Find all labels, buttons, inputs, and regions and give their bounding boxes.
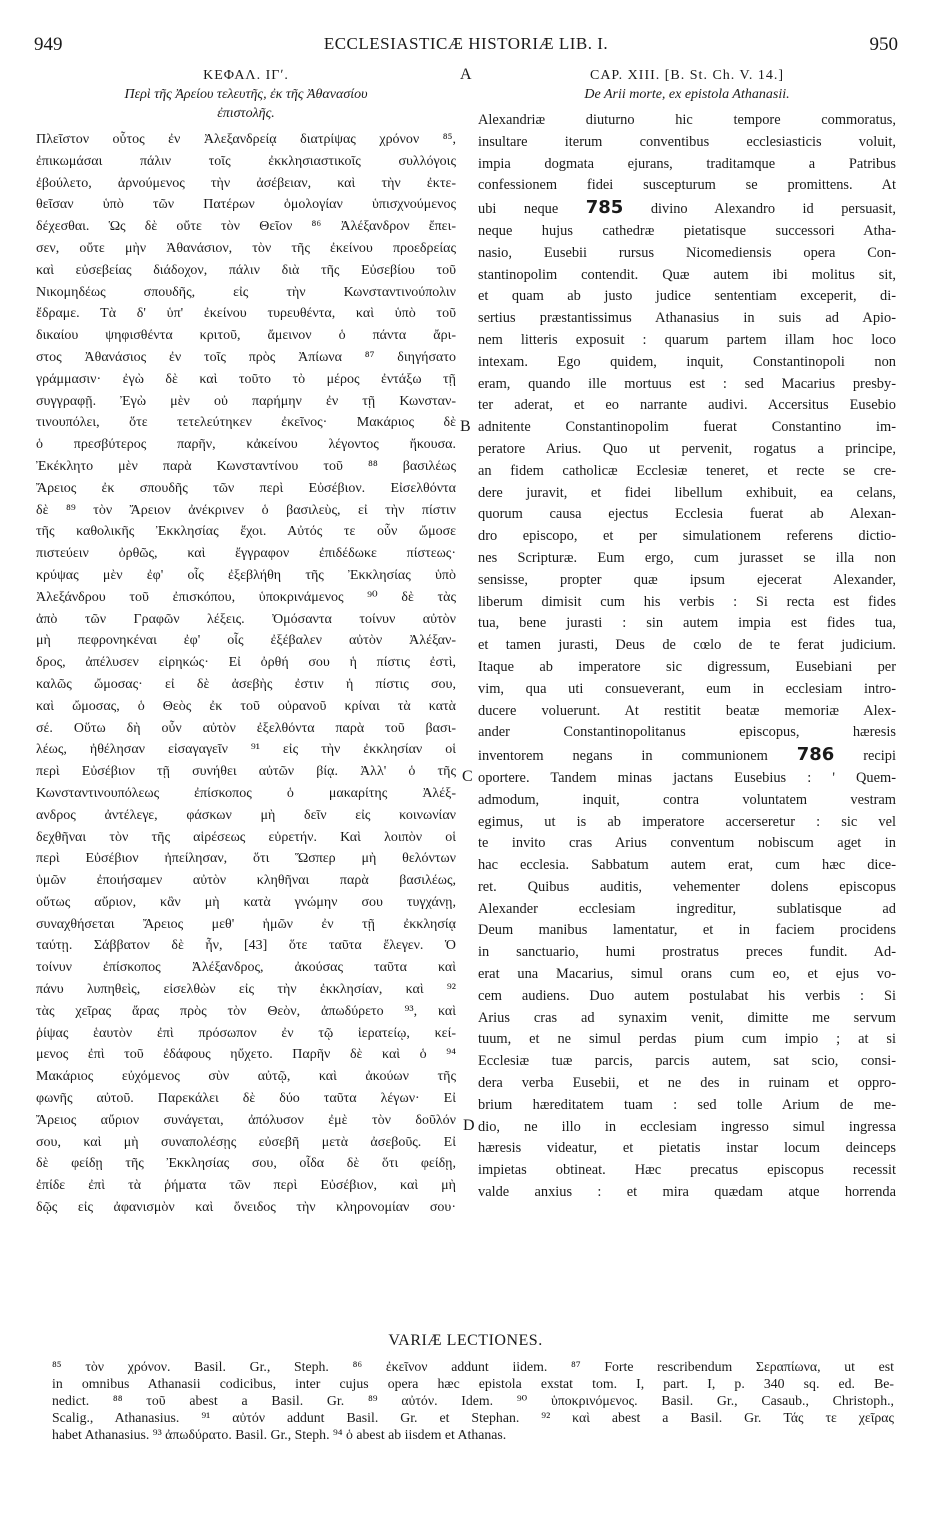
latin-text-line: Deum manibus lamentatur, et in faciem procidens [478,922,896,939]
greek-text-line: καὶ ὤμοσας, ὁ Θεὸς ἐκ τοῦ οὐρανοῦ κρίναι τὰ κατὰ [36,698,456,714]
greek-text-line: περὶ Εὐσέβιον τῇ συνήθει αὐτῶν βίᾳ. Ἀλλ' ὁ τῆς [36,764,456,780]
latin-text-line: brium hæreditatem tuam : sed tolle Arium de me- [478,1096,896,1113]
greek-text-line: μὴ πεφρονηκέναι ἐφ' οἷς ἐξέβαλεν αὐτὸν Ἀλέξαν- [36,633,456,649]
latin-text-line: eram, quando ille mortuus est : sed Macarius presby- [478,375,896,392]
greek-text-line: καὶ εὐσεβείας διάδοχον, πάλιν διὰ τῆς Εὐσεβίου τοῦ [36,262,456,278]
greek-text-line: κρύψας μὲν ἐφ' οἷς ἐξεβλήθη τῆς Ἐκκλησίας ὑπὸ [36,567,456,583]
latin-text-line: Itaque ab imperatore sic digressum, Eusebiani per [478,658,896,675]
greek-text-line: σεν, οὔτε μὴν Ἀθανάσιον, τὸν τῆς ἐκείνου προεδρείας [36,240,456,256]
greek-text-line: Ἀλεξάνδρου τοῦ ἐπισκόπου, ὑποκρινάμενος ⁹⁰ δὲ τὰς [36,589,456,605]
greek-text-line: δεχθῆναι τὸν τῆς αἱρέσεως εὑρετήν. Καὶ λοιπὸν οἱ [36,829,456,845]
latin-text-line: confessionem fidei suscepturum se promittens. At [478,177,896,194]
latin-text-line: te invito cras Arius conventum nobiscum aget in [478,835,896,852]
column-number-marker: 785 [585,197,624,219]
greek-text-line: δὲ φείδῃ τῆς Ἐκκλησίας σου, οἶδα δὲ ὅτι φείδῃ, [36,1156,456,1172]
page-number-right: 950 [869,34,898,55]
latin-text-line: vim, qua uti consueverant, eum in ecclesiam intro- [478,680,896,697]
latin-text-line: et quam ab justo judice sententiam exceperit, di- [478,288,896,305]
margin-letter-b: B [460,418,471,435]
greek-text-line: ῥίψας ἑαυτὸν ἐπὶ πρόσωπον ἐν τῷ ἱερατείῳ, κεί- [36,1025,456,1041]
latin-text-line: dera verba Eusebii, et ne des in ruinam et oppro- [478,1075,896,1092]
variant-reading-line: ⁸⁵ τὸν χρόνον. Basil. Gr., Steph. ⁸⁶ ἐκεῖνον addunt iidem. ⁸⁷ Forte rescribendum Σεραπίωνα, ut est [52,1359,894,1374]
greek-text-line: τινουπόλει, ὅτε τετελεύτηκεν ἐκεῖνος· Μακάριος δὲ [36,415,456,431]
greek-text-line: μενος ἐπὶ τοῦ ἐδάφους ηὔχετο. Παρῆν δὲ καὶ ὁ ⁹⁴ [36,1047,456,1063]
greek-text-line: πιστεύειν ὀρθῶς, καὶ ἔγγραφον ἐπιδέδωκε πίστεως· [36,546,456,562]
latin-text-line: sensisse, propter quæ ipsum ejecerat Alexander, [478,571,896,588]
variae-lectiones-notes [52,1358,894,1443]
greek-text-line: ἐπικωμάσαι πάλιν τοῖς ἐκκλησιαστικοῖς συλλόγοις [36,153,456,169]
greek-text-line: δρος, ἀπέλυσεν εἰρηκώς· Εἰ ὀρθή σου ἡ πίστις ἐστὶ, [36,655,456,671]
greek-text-line: ὁ πρεσβύτερος παρῆν, κἀκείνου λέγοντος ἤκουσα. [36,437,456,453]
greek-text-line: ἀπὸ τῶν Γραφῶν λέξεις. Ὀμόσαντα τοίνυν αὐτὸν [36,611,456,627]
latin-text-line: inventorem negans in communionem 786 recipi [478,744,896,766]
greek-text-line: τοίνυν ἐπίσκοπος Ἀλέξανδρος, ἀκούσας ταῦτα καὶ [36,960,456,976]
margin-letter-a: A [460,66,472,83]
greek-column [36,66,456,1219]
greek-text-line: ἐπίδε ἐπὶ τὰ ῥήματα τῶν περὶ Εὐσέβιον, καὶ μὴ [36,1178,456,1194]
greek-text-line: συγγραφῇ. Ἐγὼ μὲν οὐ παρήμην ἐν τῇ Κωνσταν- [36,393,456,409]
running-title: ECCLESIASTICÆ HISTORIÆ LIB. I. [323,34,609,53]
greek-text-line: τῆς καθολικῆς Ἐκκλησίας ἔχοι. Αὐτός τε οὖν ὤμοσε [36,524,456,540]
column-number-marker: 786 [796,744,835,766]
latin-text-line: quorum causa ejectus Ecclesia fuerat ab Alexan- [478,506,896,523]
latin-text-line: egimus, ut is ab imperatore accerseretur : sic vel [478,813,896,830]
latin-text-line: hæresis videatur, et pietatis instar locum deinceps [478,1140,896,1157]
latin-text-line: ret. Quibus auditis, vehementer dolens episcopus [478,878,896,895]
latin-text-line: nem litteris exposuit : quarum partem illam hoc loco [478,331,896,348]
latin-text-line: peratore Arius. Quo ut pervenit, rogatus a principe, [478,440,896,457]
latin-text-line: et tamen jurasti, Deus de cœlo de te ferat judicium. [478,637,896,654]
greek-text-line: σέ. Οὕτω δὴ οὖν αὐτὸν ἐξελθόντα παρὰ τοῦ βασι- [36,720,456,736]
running-header [34,34,898,58]
page-number-left: 949 [34,34,63,55]
latin-text-line: an fidem catholicæ Ecclesiæ teneret, et recte se cre- [478,462,896,479]
variant-reading-line: Scalig., Athanasius. ⁹¹ αὐτόν addunt Basil. Gr. et Stephan. ⁹² καὶ abest a Basil. Gr. Τάς τε χεῖρας [52,1410,894,1425]
greek-text-line: Μακάριος εὐχόμενος σὺν αὐτῷ, καὶ ἀκούων τῆς [36,1069,456,1085]
latin-text-line: dere juravit, et fidei libellum exhibuit, ea celans, [478,484,896,501]
greek-text-line: ὑμῶν ἐποιήσαμεν αὐτὸν κληθῆναι παρὰ βασιλέως, [36,873,456,889]
greek-text-line: θεῖσαν ὑπὸ τῶν Πατέρων ὁμολογίαν ὑπισχνούμενος [36,197,456,213]
greek-text-line: ἔδραμε. Τὰ δ' ὑπ' ἐκείνου τυρευθέντα, καὶ ὑπὸ τοῦ [36,306,456,322]
margin-letter-c: C [462,768,473,785]
margin-letter-d: D [463,1117,475,1134]
greek-text-line: δῷς εἰς ἀφανισμὸν καὶ ὄνειδος τὴν κληρονομίαν σου· [36,1200,456,1216]
greek-text-line: σου, καὶ μὴ συναπολέσῃς εὐσεβῆ μετὰ ἀσεβοῦς. Εἰ [36,1134,456,1150]
greek-chapter-heading: ΚΕΦΑΛ. ΙΓʹ. [203,68,289,83]
variant-reading-line: in omnibus Athanasii codicibus, inter cujus opera hæc epistola exstat tom. I, part. I, p. 340 sq. ed. Be- [52,1376,894,1391]
latin-text-line: Arius cras ad synaxim venit, dimitte me servum [478,1009,896,1026]
variant-reading-line: nedict. ⁸⁸ τοῦ abest a Basil. Gr. ⁸⁹ αὐτόν. Idem. ⁹⁰ ὑποκρινόμενος. Basil. Gr., Casaub., Christoph., [52,1393,894,1408]
latin-text-line: adnitente Constantinopolim fuerat Constantino im- [478,419,896,436]
greek-text-line: ἐβούλετο, ἀρνούμενος τὴν ἀσέβειαν, καὶ τὴν ἐκτε- [36,175,456,191]
greek-chapter-subtitle: Περὶ τῆς Ἀρείου τελευτῆς, ἐκ τῆς Ἀθανασίου [124,87,368,102]
greek-text-line: λέως, ἠθέλησαν εἰσαγαγεῖν ⁹¹ εἰς τὴν ἐκκλησίαν οἱ [36,742,456,758]
latin-text-line: impia dogmata ejurans, traditamque a Patribus [478,155,896,172]
latin-text-line: dro episcopo, et per simulationem referens dictio- [478,528,896,545]
latin-text-body [478,104,896,1204]
greek-text-line: καλῶς ὤμοσας· εἰ δὲ ἀσεβὴς ἐστιν ἡ πίστις σου, [36,676,456,692]
greek-text-line: Ἄρειος ἐκ σπουδῆς τῶν περὶ Εὐσέβιον. Εἰσελθόντα [36,480,456,496]
latin-text-line: nasio, Eusebii rursus Nicomediensis opera Con- [478,244,896,261]
latin-text-line: valde anxius : et mira quædam atque horrenda [478,1184,896,1201]
greek-text-line: πάνυ λυπηθεὶς, εἰσελθὼν εἰς τὴν ἐκκλησίαν, καὶ ⁹² [36,982,456,998]
latin-text-line: ter aderat, et eo narrante audivi. Accersitus Eusebio [478,397,896,414]
greek-text-line: Πλεῖστον οὗτος ἐν Ἀλεξανδρείᾳ διατρίψας χρόνον ⁸⁵, [36,132,456,147]
latin-text-line: in sanctuario, humi prostratus preces fundit. Ad- [478,944,896,961]
greek-text-line: τὰς χεῖρας ἄρας πρὸς τὸν Θεὸν, ἀπωδύρετο ⁹³, καὶ [36,1003,456,1019]
greek-text-line: στος Ἀθανάσιος ἐν τοῖς πρὸς Ἀπίωνα ⁸⁷ διηγήσατο [36,349,456,365]
latin-text-line: Alexandriæ diuturno hic tempore commoratus, [478,112,896,128]
greek-text-line: φωνῆς αὐτοῦ. Παρεκάλει δὲ δύο ταῦτα λέγων· Εἰ [36,1091,456,1107]
variant-reading-line: habet Athanasius. ⁹³ ἀπωδύρατο. Basil. Gr., Steph. ⁹⁴ ὁ abest ab iisdem et Athanas. [52,1427,507,1442]
latin-text-line: admodum, inquit, contra voluntatem vestram [478,791,896,808]
latin-text-line: tuum, et ne simul perdas pium cum impio ; at si [478,1031,896,1048]
greek-text-line: συναχθήσεται Ἄρειος μεθ' ἡμῶν ἐν τῇ ἐκκλησίᾳ [36,916,456,932]
latin-text-line: ducere voluerunt. At restitit beatæ memoriæ Alex- [478,702,896,719]
latin-text-line: cem audiens. Duo autem postulabat his verbis : Si [478,987,896,1004]
latin-text-line: erat una Macarius, simul orans cum eo, et ejus vo- [478,966,896,983]
latin-column [478,66,896,1204]
latin-text-line: hac ecclesia. Sabbatum autem erat, cum hæc dice- [478,857,896,874]
greek-text-line: ταύτῃ. Σάββατον δὲ ἦν, [43] ὅτε ταῦτα ἔλεγεν. Ὁ [36,938,456,954]
latin-text-line: sertius præstantissimus Athanasius in suis ad Apio- [478,310,896,327]
latin-text-line: insultare iterum conventibus ecclesiasticis voluit, [478,133,896,150]
latin-text-line: intexam. Ego quidem, inquit, Constantinopoli non [478,353,896,370]
variae-lectiones-title: VARIÆ LECTIONES. [388,1332,543,1349]
latin-text-line: nes Scripturæ. Eum ergo, cum jurasset se illa non [478,549,896,566]
greek-text-line: δικαίου ψηφισθέντα κριτοῦ, ἄμεινον ὁ πάντα ἄρι- [36,328,456,344]
latin-text-line: Ecclesiæ tuæ parcis, parcis autem, sat scio, consi- [478,1053,896,1070]
latin-text-line: liberum dimisit cum his verbis : Si recta est fides [478,593,896,610]
greek-text-line: Νικομηδέως σπουδῆς, εἰς τὴν Κωνσταντινούπολιν [36,284,456,300]
greek-text-line: Κωνσταντινουπόλεως ἐπίσκοπος ὁ μακαρίτης Ἀλέξ- [36,785,456,801]
greek-text-line: Ἄρειος αὔριον συνάγεται, ἀπόλυσον ἐμὲ τὸν δοῦλόν [36,1112,456,1128]
greek-text-body [36,123,456,1219]
greek-text-line: ανδρος ἀντέλεγε, φάσκων μὴ δεῖν εἰς κοινωνίαν [36,807,456,823]
greek-text-line: δέχεσθαι. Ὡς δὲ οὔτε τὸν Θεῖον ⁸⁶ Ἀλέξανδρον ἔπει- [36,219,456,235]
greek-chapter-subtitle-cont: ἐπιστολῆς. [217,106,275,121]
latin-text-line: tua, bene jurasti : sin autem impia est fides tua, [478,615,896,632]
latin-text-line: dio, ne illo in ecclesiam ingresso simul ingressa [478,1118,896,1135]
latin-text-line: impietas obtineat. Hæc precatus episcopus recessit [478,1162,896,1179]
greek-text-line: οὕτως αὔριον, κἂν μὴ κατὰ γνώμην σου τυγχάνῃ, [36,894,456,910]
latin-text-line: oportere. Tandem minas jactans Eusebius : ' Quem- [478,769,896,786]
latin-text-line: ubi neque 785 divino Alexandro id persuasit, [478,197,896,219]
greek-text-line: δὲ ⁸⁹ τὸν Ἄρειον ἀνέκρινεν ὁ βασιλεὺς, εἰ τὴν πίστιν [36,502,456,518]
latin-text-line: Alexander ecclesiam ingreditur, sublatisque ad [478,900,896,917]
latin-chapter-heading: CAP. XIII. [B. St. Ch. V. 14.] [589,68,784,83]
greek-text-line: περὶ Εὐσέβιον ἠπείλησαν, ὅτι Ὥσπερ μὴ θελόντων [36,851,456,867]
latin-text-line: stantinopolim contendit. Quæ autem ibi molitus sit, [478,266,896,283]
latin-chapter-subtitle: De Arii morte, ex epistola Athanasii. [584,87,790,102]
latin-text-line: neque hujus cathedræ pietatisque successori Atha- [478,222,896,239]
greek-text-line: γράμμασιν· ἐγὼ δὲ καὶ τοῦτο τὸ μέρος ἐντάξω τῇ [36,371,456,387]
latin-text-line: ander Constantinopolitanus episcopus, hæresis [478,724,896,741]
greek-text-line: Ἐκέκλητο μὲν παρὰ Κωνσταντίνου τοῦ ⁸⁸ βασιλέως [36,458,456,474]
